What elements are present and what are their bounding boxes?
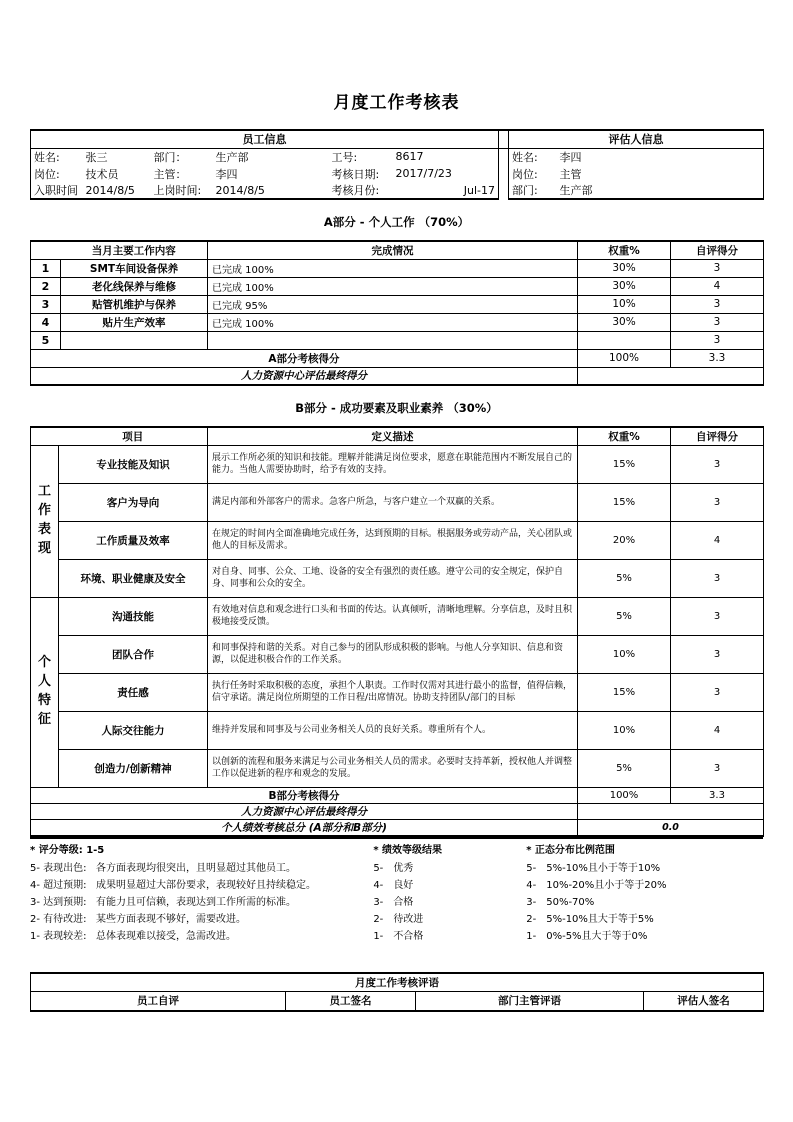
list-item: [526, 928, 763, 945]
part-b-score-header: 自评得分: [671, 427, 764, 445]
table-row: [31, 483, 764, 521]
part-a-section-title: A部分 - 个人工作 （70%）: [323, 215, 470, 229]
legend-text: 各方面表现均很突出，且明显超过其他员工。: [96, 862, 296, 874]
part-a-status-header: 完成情况: [208, 241, 578, 259]
legend-title-performance-grade: * 绩效等级结果: [373, 844, 443, 856]
employee-dept-label: 部门：: [151, 148, 213, 165]
part-b-row-item: 人际交往能力: [59, 711, 208, 749]
part-b-hr-label: 人力资源中心评估最终得分: [31, 803, 578, 819]
part-b-row-item: 责任感: [59, 673, 208, 711]
legend-text: 良好: [393, 879, 414, 891]
part-b-total-row: [31, 787, 764, 803]
part-a-row-task[interactable]: 老化线保养与维修: [61, 277, 208, 295]
evaluator-position-label: 岗位:: [509, 165, 557, 182]
part-b-row-weight[interactable]: 10%: [578, 635, 671, 673]
legend-key: 4-: [526, 879, 537, 891]
legend-key: 3-: [373, 897, 384, 909]
legend-key: 4-: [373, 879, 384, 891]
legend-text: 某些方面表现不够好，需要改进。: [96, 914, 246, 926]
grand-total-score: 0.0: [578, 819, 764, 836]
part-b-row-item: 专业技能及知识: [59, 445, 208, 483]
legend-text: 不合格: [393, 931, 424, 943]
part-a-row-status[interactable]: 已完成 100%: [208, 277, 578, 295]
part-b-row-weight[interactable]: 10%: [578, 711, 671, 749]
employee-id-value: 8617: [393, 148, 499, 165]
legend-text: 0%-5%且大于等于0%: [546, 931, 648, 943]
legend-key: 4- 超过预期:: [30, 879, 87, 891]
part-b-row-weight[interactable]: 20%: [578, 521, 671, 559]
footer-title-row: [31, 973, 764, 992]
list-item: [30, 860, 373, 877]
part-b-row-score[interactable]: 3: [671, 483, 764, 521]
part-a-row-status[interactable]: 已完成 100%: [208, 313, 578, 331]
employee-supervisor-value: 李四: [215, 167, 238, 181]
legend-text: 5%-10%且小于等于10%: [546, 862, 661, 874]
part-b-row-item: 创造力/创新精神: [59, 749, 208, 787]
part-a-row-index: 4: [31, 313, 61, 331]
list-item: [373, 894, 526, 911]
part-b-row-item: 沟通技能: [59, 597, 208, 635]
part-b-row-desc: 满足内部和外部客户的需求。急客户所急，与客户建立一个双赢的关系。: [208, 483, 578, 521]
info-table: [30, 129, 764, 200]
part-b-table: [30, 426, 764, 837]
part-b-row-score[interactable]: 4: [671, 521, 764, 559]
employee-info-header: 员工信息: [31, 130, 499, 148]
legend-key: 1-: [526, 931, 537, 943]
list-item: [373, 877, 526, 894]
part-a-weight-header: 权重%: [578, 241, 671, 259]
footer-header-row: [31, 992, 764, 1011]
part-b-row-desc: 展示工作所必须的知识和技能。理解并能满足岗位要求，愿意在职能范围内不断发展自己的能力。当他人需要协助时，给予有效的支持。: [208, 445, 578, 483]
table-row: [31, 673, 764, 711]
table-row: [31, 635, 764, 673]
table-row: [31, 597, 764, 635]
legend-text: 50%-70%: [546, 897, 595, 909]
part-a-row-index: 3: [31, 295, 61, 313]
list-item: [373, 860, 526, 877]
part-a-row-score[interactable]: 3: [671, 313, 764, 331]
part-b-total-score: 3.3: [671, 787, 764, 803]
evaluator-dept-value: 生产部: [557, 182, 764, 199]
legend-title-distribution: * 正态分布比例范围: [526, 844, 615, 856]
part-a-index-header: [31, 241, 61, 259]
part-b-grand-total-row: [31, 819, 764, 836]
review-month-value: Jul-17: [393, 182, 499, 199]
part-a-row-score[interactable]: 3: [671, 331, 764, 349]
review-month-label: 考核月份:: [329, 182, 393, 199]
legend-title-rating-scale: * 评分等级: 1-5: [30, 844, 105, 856]
part-b-row-desc: 执行任务时采取积极的态度，承担个人职责。工作时仅需对其进行最小的监督，值得信赖，信守承诺。满足岗位所期望的工作日程/出席情况。协助支持团队/部门的目标: [208, 673, 578, 711]
part-a-row-weight[interactable]: 30%: [578, 313, 671, 331]
legend-text: 合格: [393, 897, 414, 909]
part-b-row-score[interactable]: 3: [671, 635, 764, 673]
list-item: [526, 894, 763, 911]
legend-text: 优秀: [393, 862, 414, 874]
info-gap: [499, 148, 509, 165]
part-b-row-item: 团队合作: [59, 635, 208, 673]
part-a-row-weight[interactable]: [578, 331, 671, 349]
part-b-row-desc: 维持并发展和同事及与公司业务相关人员的良好关系。尊重所有个人。: [208, 711, 578, 749]
legend-key: 5- 表现出色:: [30, 862, 87, 874]
legend-key: 1- 表现较差:: [30, 931, 87, 943]
legend-key: 2- 有待改进:: [30, 914, 87, 926]
part-b-row-score[interactable]: 3: [671, 749, 764, 787]
info-row: [31, 165, 764, 182]
employee-name-value: 张三: [83, 148, 151, 165]
legend-text: 有能力且可信赖，表现达到工作所需的标准。: [96, 897, 296, 909]
hire-date-label: 入职时间: [31, 182, 83, 199]
part-b-row-weight[interactable]: 15%: [578, 483, 671, 521]
list-item: [30, 877, 373, 894]
part-b-row-score[interactable]: 3: [671, 559, 764, 597]
hire-date-value: 2014/8/5: [83, 182, 151, 199]
onboard-date-value: 2014/8/5: [213, 182, 329, 199]
part-a-table: [30, 240, 764, 386]
table-row: [31, 277, 764, 295]
list-item: [373, 928, 526, 945]
legend: [30, 837, 763, 946]
table-row: [31, 313, 764, 331]
evaluator-position-value: 主管: [557, 165, 764, 182]
part-a-row-status[interactable]: [208, 331, 578, 349]
part-a-row-task[interactable]: 贴管机维护与保养: [61, 295, 208, 313]
table-row: [31, 445, 764, 483]
part-b-row-weight[interactable]: 5%: [578, 559, 671, 597]
legend-text: 10%-20%且小于等于20%: [546, 879, 667, 891]
part-b-row-desc: 以创新的流程和服务来满足与公司业务相关人员的需求。必要时支持革新，授权他人并调整工作以促进新的程序和观念的发展。: [208, 749, 578, 787]
part-a-total-weight: 100%: [578, 349, 671, 367]
legend-text: 总体表现难以接受，急需改进。: [96, 931, 236, 943]
part-a-row-weight[interactable]: 30%: [578, 259, 671, 277]
part-b-row-desc: 在规定的时间内全面准确地完成任务，达到预期的目标。根据服务或劳动产品，关心团队或他人的目标及需求。: [208, 521, 578, 559]
part-a-row-status[interactable]: 已完成 95%: [208, 295, 578, 313]
table-row: [31, 521, 764, 559]
part-b-row-score[interactable]: 3: [671, 597, 764, 635]
part-b-row-score[interactable]: 4: [671, 711, 764, 749]
legend-column-distribution: [526, 842, 763, 946]
part-b-row-score[interactable]: 3: [671, 673, 764, 711]
footer-header-self-review: 员工自评: [31, 992, 286, 1011]
part-b-item-header: 项目: [59, 427, 208, 445]
part-a-row-score[interactable]: 3: [671, 295, 764, 313]
part-a-total-label: A部分考核得分: [31, 349, 578, 367]
legend-text: 5%-10%且大于等于5%: [546, 914, 654, 926]
part-b-category-work-performance: 工 作 表 现: [31, 445, 59, 597]
part-a-row-task[interactable]: SMT车间设备保养: [61, 259, 208, 277]
employee-supervisor-label: 主管：: [153, 167, 187, 181]
onboard-date-label: 上岗时间:: [151, 182, 213, 199]
footer-header-employee-signature: 员工签名: [286, 992, 416, 1011]
part-a-row-weight[interactable]: 10%: [578, 295, 671, 313]
part-a-content-header: 当月主要工作内容: [61, 241, 208, 259]
part-a-row-task[interactable]: 贴片生产效率: [61, 313, 208, 331]
part-a-header-row: [31, 241, 764, 259]
part-b-row-score[interactable]: 3: [671, 445, 764, 483]
legend-key: 3-: [526, 897, 537, 909]
legend-text: 成果明显超过大部份要求，表现较好且持续稳定。: [96, 879, 316, 891]
legend-key: 5-: [526, 862, 537, 874]
part-b-row-item: 环境、职业健康及安全: [59, 559, 208, 597]
part-a-hr-label: 人力资源中心评估最终得分: [31, 367, 578, 385]
grand-total-label: 个人绩效考核总分 (A部分和B部分): [31, 819, 578, 836]
part-b-section-title: B部分 - 成功要素及职业素养 （30%）: [295, 401, 498, 415]
part-b-row-desc: 对自身、同事、公众、工地、设备的安全有强烈的责任感。遵守公司的安全规定，保护自身、同事和公众的安全。: [208, 559, 578, 597]
part-b-weight-header: 权重%: [578, 427, 671, 445]
footer-title: 月度工作考核评语: [31, 973, 764, 992]
info-gap: [499, 165, 509, 182]
legend-key: 2-: [373, 914, 384, 926]
list-item: [526, 911, 763, 928]
info-gap: [499, 182, 509, 199]
list-item: [373, 911, 526, 928]
part-a-total-score: 3.3: [671, 349, 764, 367]
employee-dept-value: 生产部: [213, 148, 329, 165]
part-a-total-row: [31, 349, 764, 367]
part-a-row-task[interactable]: [61, 331, 208, 349]
info-row: [31, 148, 764, 165]
part-b-category-personal-traits: 个 人 特 征: [31, 597, 59, 787]
table-row: [31, 259, 764, 277]
part-b-header-row: [31, 427, 764, 445]
legend-key: 3- 达到预期:: [30, 897, 87, 909]
evaluator-name-value: 李四: [557, 148, 764, 165]
part-b-row-weight[interactable]: 5%: [578, 597, 671, 635]
part-b-row-desc: 和同事保持和谐的关系。对自己参与的团队形成积极的影响。与他人分享知识、信息和资源，以促进积极合作的工作关系。: [208, 635, 578, 673]
info-header-row: [31, 130, 764, 148]
footer-comments-wrap: [30, 972, 763, 1012]
list-item: [30, 911, 373, 928]
part-a-row-index: 5: [31, 331, 61, 349]
info-gap: [499, 130, 509, 148]
table-row: [31, 749, 764, 787]
part-b-hr-row: [31, 803, 764, 819]
part-a-score-header: 自评得分: [671, 241, 764, 259]
part-a-row-status[interactable]: 已完成 100%: [208, 259, 578, 277]
part-b-total-label: B部分考核得分: [31, 787, 578, 803]
legend-key: 2-: [526, 914, 537, 926]
footer-comments-table: [30, 972, 764, 1012]
legend-key: 5-: [373, 862, 384, 874]
legend-key: 1-: [373, 931, 384, 943]
part-b-definition-header: 定义描述: [208, 427, 578, 445]
list-item: [526, 860, 763, 877]
footer-header-supervisor-comment: 部门主管评语: [416, 992, 644, 1011]
part-b-row-desc: 有效地对信息和观念进行口头和书面的传达。认真倾听，清晰地理解。分享信息，及时且积极地接受反馈。: [208, 597, 578, 635]
part-a-row-score[interactable]: 4: [671, 277, 764, 295]
part-a-row-index: 2: [31, 277, 61, 295]
page-title: 月度工作考核表: [333, 93, 460, 113]
evaluator-name-label: 姓名:: [509, 148, 557, 165]
list-item: [526, 877, 763, 894]
review-date-value: 2017/7/23: [393, 165, 499, 182]
part-b-row-weight[interactable]: 15%: [578, 445, 671, 483]
part-a-row-index: 1: [31, 259, 61, 277]
list-item: [30, 928, 373, 945]
part-b-row-weight[interactable]: 15%: [578, 673, 671, 711]
part-b-row-item: 工作质量及效率: [59, 521, 208, 559]
table-row: [31, 711, 764, 749]
part-a-hr-row: [31, 367, 764, 385]
part-b-hr-score[interactable]: [578, 803, 764, 819]
part-b-row-item: 客户为导向: [59, 483, 208, 521]
part-a-row-score[interactable]: 3: [671, 259, 764, 277]
employee-position-value: 技术员: [85, 167, 119, 181]
evaluator-info-header: 评估人信息: [509, 130, 764, 148]
part-a-hr-score[interactable]: [578, 367, 764, 385]
employee-name-label: 姓名:: [31, 148, 83, 165]
employee-id-label: 工号:: [329, 148, 393, 165]
part-b-category-header: [31, 427, 59, 445]
part-b-row-weight[interactable]: 5%: [578, 749, 671, 787]
info-row: [31, 182, 764, 199]
legend-column-rating-scale: [30, 842, 373, 946]
legend-column-performance-grade: [373, 842, 526, 946]
review-date-label: 考核日期:: [331, 167, 380, 181]
footer-header-evaluator-signature: 评估人签名: [644, 992, 764, 1011]
table-row: [31, 331, 764, 349]
evaluator-dept-label: 部门:: [509, 182, 557, 199]
part-a-row-weight[interactable]: 30%: [578, 277, 671, 295]
part-b-total-weight: 100%: [578, 787, 671, 803]
table-row: [31, 559, 764, 597]
table-row: [31, 295, 764, 313]
employee-position-label: 岗位:: [31, 165, 83, 182]
legend-text: 待改进: [393, 914, 424, 926]
list-item: [30, 894, 373, 911]
